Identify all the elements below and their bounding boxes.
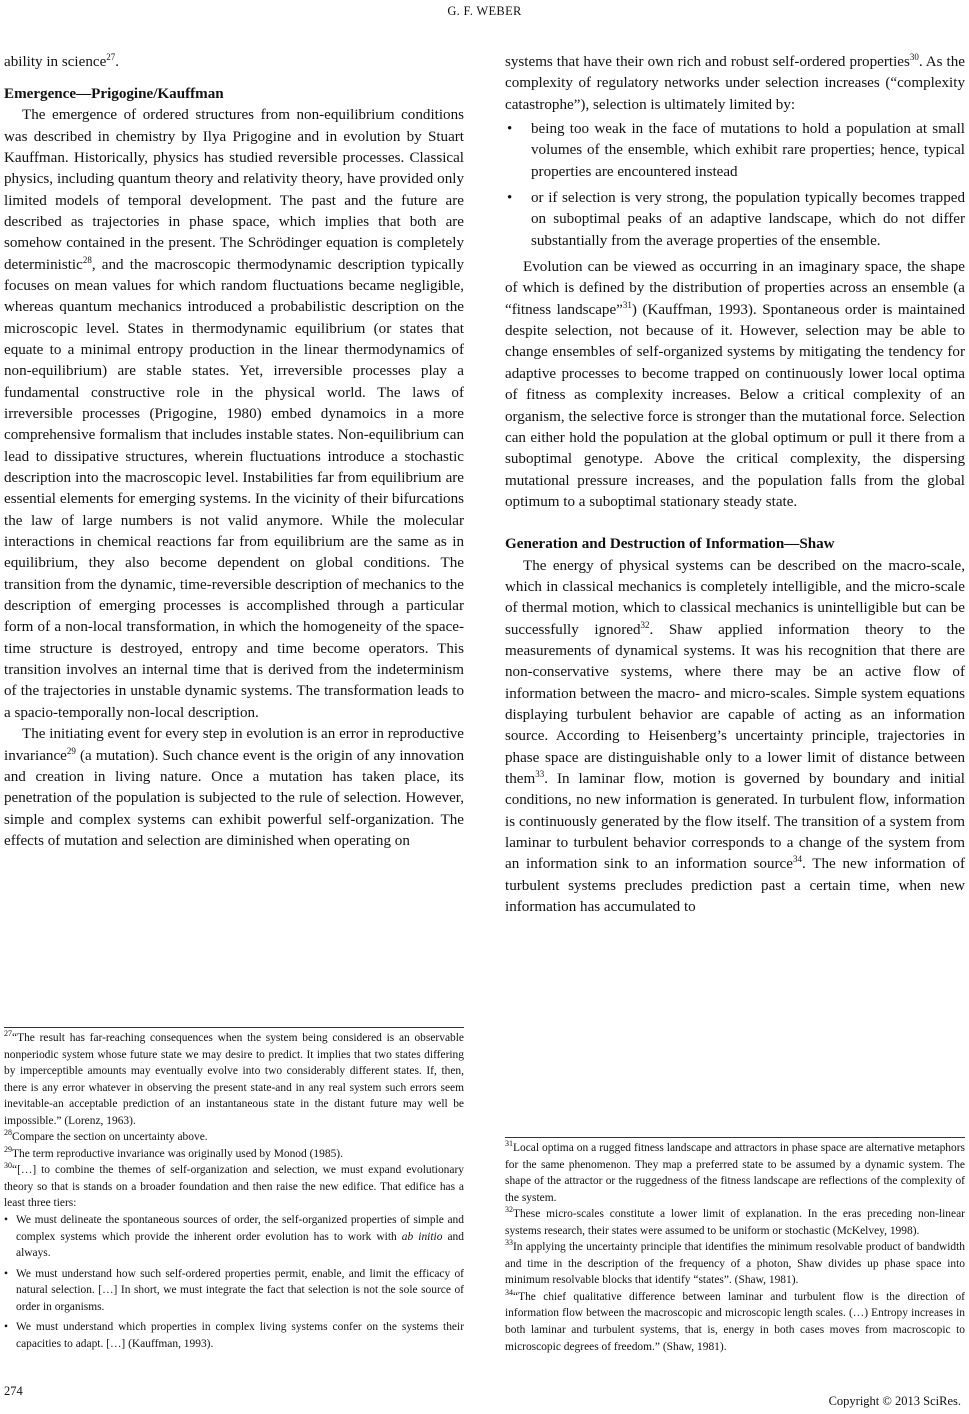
list-item: • or if selection is very strong, the population typically becomes trapped on suboptimal peaks of an adaptive landscape, which do not differ substantially from the average properties of the ensemble. (531, 188, 965, 252)
paragraph: The initiating event for every step in evolution is an error in reproductive invariance$^{29}$ (a mutation). Such chance event is the origin of any innovation and creation in living nature. Once a mutation has taken place, its penetration of the population is subjected to the rule of selection. However, simple and complex systems can exhibit powerful self-organization. The effects of mutation and selection are diminished when operating on (4, 726, 464, 849)
footnote-ref: 34 (792, 854, 802, 865)
footnote-rule (4, 1027, 464, 1028)
footnote: $^{33}$In applying the uncertainty principle that identifies the minimum resolvable product of bandwidth and time in the description of the frequency of a photon, Shaw divides up phase space into minimum resolvable blocks that identify “states”. (Shaw, 1981). (505, 1238, 965, 1287)
paragraph: systems that have their own rich and robust self-ordered properties$^{30}$. As the complexity of regulatory networks under selection increases (“complexity catastrophe”), selection is ultimately limited by: (505, 51, 965, 113)
list-item: • being too weak in the face of mutations to hold a population at small volumes of the ensemble, which exhibit rare properties; hence, typical properties are encountered instead (531, 119, 965, 183)
list-item: • We must understand how such self-ordered properties permit, enable, and limit the efficacy of natural selection. […] In short, we must integrate the fact that selection is not the sole source of order in organisms. (16, 1266, 464, 1316)
copyright-notice: Copyright © 2013 SciRes. (828, 1394, 961, 1408)
footnotes-right (505, 1140, 965, 1355)
paragraph: Evolution can be viewed as occurring in an imaginary space, the shape of which is defined by the distribution of properties across an ensemble (a “fitness landscape”$^{31}$) (Kauffman, 1993). Spontaneous order is maintained despite selection, not because of it. However, selection may be able to change ensembles of self-organized systems by mitigating the tendency for adaptive processes to become trapped on continuously lower local optima of fitness as complexity increases. Below a critical complexity of an organism, the selective force is stronger than the mutational force. Selection can either hold the population at the global optimum or pull it there from a suboptimal genotype. Above the critical complexity, the dispersing mutational pressure increases, and the population falls from the global optimum to a suboptimal stationary steady state. (505, 259, 965, 510)
paragraph: The energy of physical systems can be described on the macro-scale, which in classical mechanics is completely intelligible, and the micro-scale of thermal motion, which to classical mechanics is unintelligible but can be successfully ignored$^{32}$. Shaw applied information theory to the measurements of dynamical systems. It was his recognition that there are non-conservative systems, where there may be an active flow of information between the macro- and micro-scales. Simple system equations displaying turbulent behavior are capable of acting as an information source. According to Heisenberg’s uncertainty principle, trajectories in phase space are distinguishable only to a lower limit of distance between them$^{33}$. In laminar flow, motion is governed by boundary and initial conditions, no new information is generated. In turbulent flow, information is continuously generated by the flow itself. The transition of a system from laminar to turbulent behavior corresponds to a change of the system from an information sink to an information source$^{34}$. The new information of turbulent systems precludes prediction past a certain time, when new information has accumulated to (505, 557, 965, 916)
footnote-ref: 27 (106, 51, 116, 62)
footnote: $^{30}$“[…] to combine the themes of self-organization and selection, we must expand evolutionary theory so that is stands on a broader foundation and then raise the new edifice. That edifice has a least three tiers: (4, 1161, 464, 1210)
footnote: $^{31}$Local optima on a rugged fitness landscape and attractors in phase space are alternative metaphors for the same phenomenon. They map a preferred state to be assumed by a dynamic system. The shape of the attractor or the ruggedness of the fitness landscape are reflections of the complexity of the system. (505, 1139, 965, 1204)
footnote-ref: 33 (535, 768, 545, 779)
left-column (4, 52, 464, 852)
footnote: $^{32}$These micro-scales constitute a lower limit of explanation. In the eras preceding non-linear systems research, their states were assumed to be uniform or stochastic (McKelvey, 1998). (505, 1205, 965, 1237)
list-item: • We must understand which properties in complex living systems confer on the systems their capacities to adapt. […] (Kauffman, 1993). (16, 1319, 464, 1352)
footnote-ref: 29 (66, 745, 76, 756)
footnote-ref: 30 (909, 51, 919, 62)
footnote-ref: 32 (640, 619, 650, 630)
footnote: $^{29}$The term reproductive invariance was originally used by Monod (1985). (4, 1145, 343, 1160)
right-column (505, 52, 965, 918)
footnote-rule (505, 1137, 965, 1138)
section-heading: Generation and Destruction of Information—Shaw (505, 536, 835, 553)
running-head: G. F. WEBER (447, 4, 522, 18)
footnotes-left (4, 1030, 464, 1356)
section-heading: Emergence—Prigogine/Kauffman (4, 85, 224, 102)
footnote-bullet-list (4, 1212, 464, 1352)
footnote-ref: 31 (622, 299, 632, 310)
bullet-list (505, 119, 965, 252)
footnote: $^{34}$“The chief qualitative difference between laminar and turbulent flow is the direction of information flow between the macroscopic and microscopic length scales. (…) Entropy increases in both laminar and turbulent systems, that is, energy in both cases moves from macroscopic to microscopic degrees of freedom.” (Shaw, 1981). (505, 1288, 965, 1353)
list-item: • We must delineate the spontaneous sources of order, the self-organized properties of simple and complex systems which provide the inherent order evolution has to work with ab initio and always. (16, 1212, 464, 1262)
paragraph: ability in science$^{27}$. (4, 51, 120, 70)
footnote-ref: 28 (82, 254, 92, 265)
footnote: $^{27}$“The result has far-reaching consequences when the system being considered is an observable nonperiodic system whose future state we may desire to predict. It implies that two states differing by imperceptible amounts may eventually evolve into two considerably different states. If, then, there is any error whatever in observing the present state-and in any real system such errors seem inevitable-an acceptable prediction of an instantaneous state in the distant future may well be impossible.” (Lorenz, 1963). (4, 1029, 464, 1127)
footnote: $^{28}$Compare the section on uncertainty above. (4, 1128, 208, 1144)
page-number: 274 (4, 1384, 23, 1398)
paragraph: The emergence of ordered structures from non-equilibrium conditions was described in chemistry by Ilya Prigogine and in evolution by Stuart Kauffman. Historically, physics has studied reversible processes. Classical physics, including quantum theory and relativity theory, have provided only limited models of temporal development. The past and the future are described as trajectories in phase space, which implies that both are somehow contained in the present. The Schrödinger equation is completely deterministic$^{28}$, and the macroscopic thermodynamic description typically focuses on mean values for which random fluctuations became negligible, whereas quantum mechanics introduced a probabilistic description on the microscopic level. States in thermodynamic equilibrium (or states that equate to a minimal entropy production in the linear thermodynamics of non-equilibrium) are stable states. Yet, irreversible processes play a fundamental constructive role in the physical world. The laws of irreversible processes (Prigogine, 1980) embed dynamoics in a more comprehensive formalism that includes instable states. Non-equilibrium can lead to dissipative structures, wherein fluctuations introduce a stochastic description into the macroscopic level. Instabilities far from equilibrium are essential elements for emerging systems. In the vicinity of their bifurcations the law of large numbers is not valid anymore. While the molecular interactions in chemical reactions far from equilibrium are the same as in equilibrium, they also become dependent on global conditions. The transition from the dynamic, time-reversible description of mechanics to the description of emerging processes is accomplished through a particular form of a non-local transformation, in which the homogeneity of the space-time structure is destroyed, entropy and time become operators. This transition involves an internal time that is derived from the indeterminism of the trajectories in unstable dynamic systems. The transformation leads to a spacio-temporally non-local description. (4, 107, 464, 721)
